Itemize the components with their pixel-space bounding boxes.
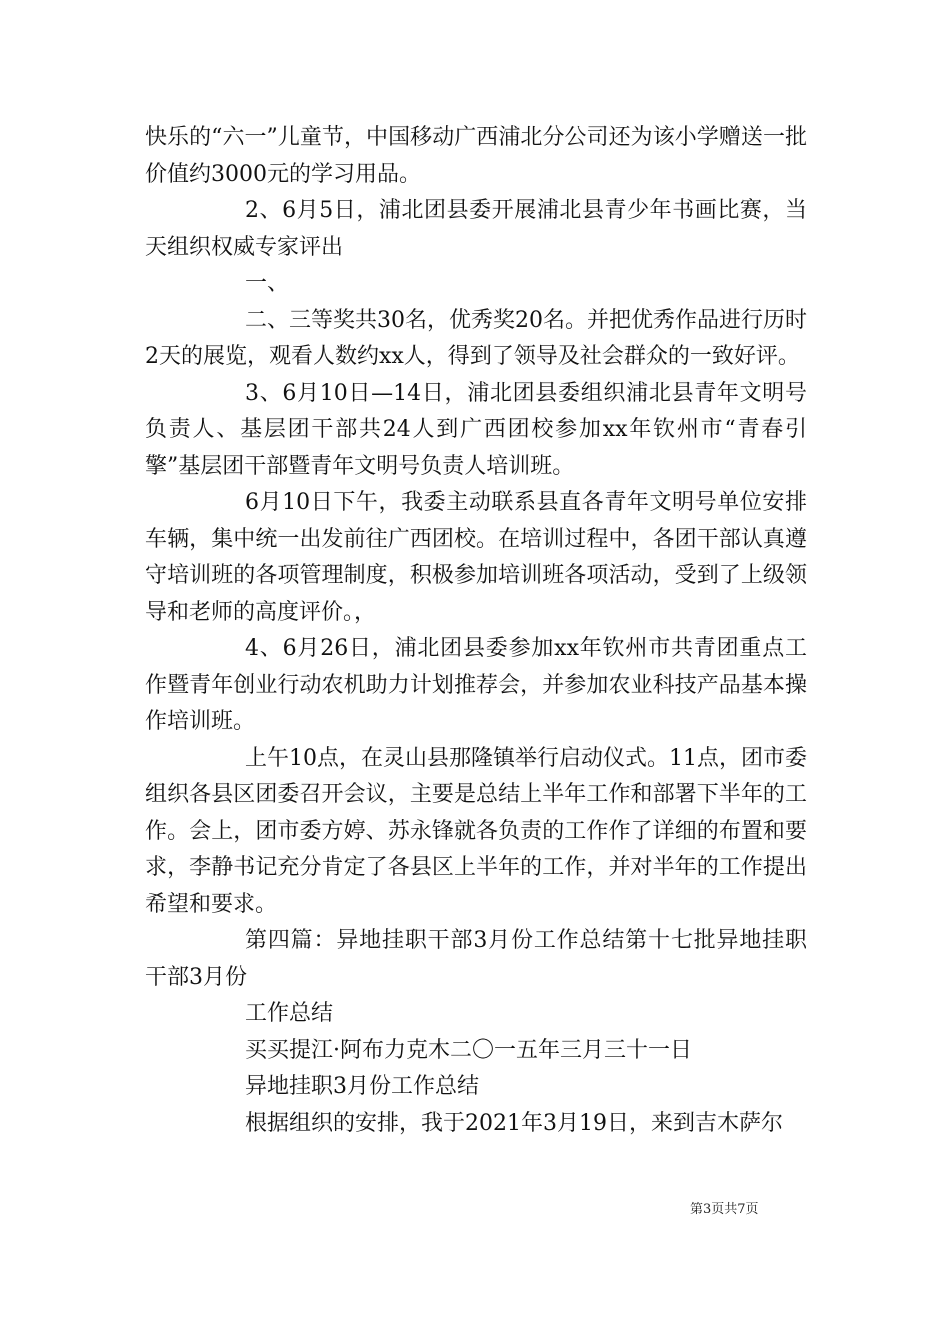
- paragraph-3: 一、: [245, 271, 290, 296]
- paragraph-8: 上午10点，在灵山县那隆镇举行启动仪式。11点，团市委组织各县区团委召开会议，主要是总结上半年工作和部署下半年的工作。会上，团市委方婷、苏永锋就各负责的工作作了详细的布置和要求，李静书记充分肯定了各县区上半年的工作，并对半年的工作提出希望和要求。: [145, 745, 807, 917]
- author-date-line: 买买提江·阿布力克木二〇一五年三月三十一日: [245, 1037, 692, 1063]
- subtitle-march-summary: 异地挂职3月份工作总结: [245, 1074, 479, 1099]
- paragraph-2: 2、6月5日，浦北团县委开展浦北县青少年书画比赛，当天组织权威专家评出: [145, 198, 807, 260]
- subtitle-work-summary: 工作总结: [245, 1001, 334, 1026]
- paragraph-6: 6月10日下午，我委主动联系县直各青年文明号单位安排车辆，集中统一出发前往广西团校。在培训过程中，各团干部认真遵守培训班的各项管理制度，积极参加培训班各项活动，受到了上级领导和老师的高度评价。，: [145, 490, 807, 625]
- paragraph-last: 根据组织的安排，我于2021年3月19日，来到吉木萨尔: [245, 1110, 783, 1136]
- paragraph-1: 快乐的“六一”儿童节，中国移动广西浦北分公司还为该小学赠送一批价值约3000元的学习用品。: [145, 125, 807, 187]
- paragraph-7: 4、6月26日，浦北团县委参加xx年钦州市共青团重点工作暨青年创业行动农机助力计划推荐会，并参加农业科技产品基本操作培训班。: [145, 636, 807, 734]
- section-heading: 第四篇：异地挂职干部3月份工作总结第十七批异地挂职干部3月份: [145, 928, 807, 990]
- page-number: 第3页共7页: [690, 1202, 759, 1217]
- paragraph-5: 3、6月10日—14日，浦北团县委组织浦北县青年文明号负责人、基层团干部共24人到广西团校参加xx年钦州市“青春引擎”基层团干部暨青年文明号负责人培训班。: [145, 380, 807, 479]
- document-body: [145, 120, 807, 1142]
- paragraph-4: 二、三等奖共30名，优秀奖20名。并把优秀作品进行历时2天的展览，观看人数约xx人，得到了领导及社会群众的一致好评。: [145, 307, 807, 369]
